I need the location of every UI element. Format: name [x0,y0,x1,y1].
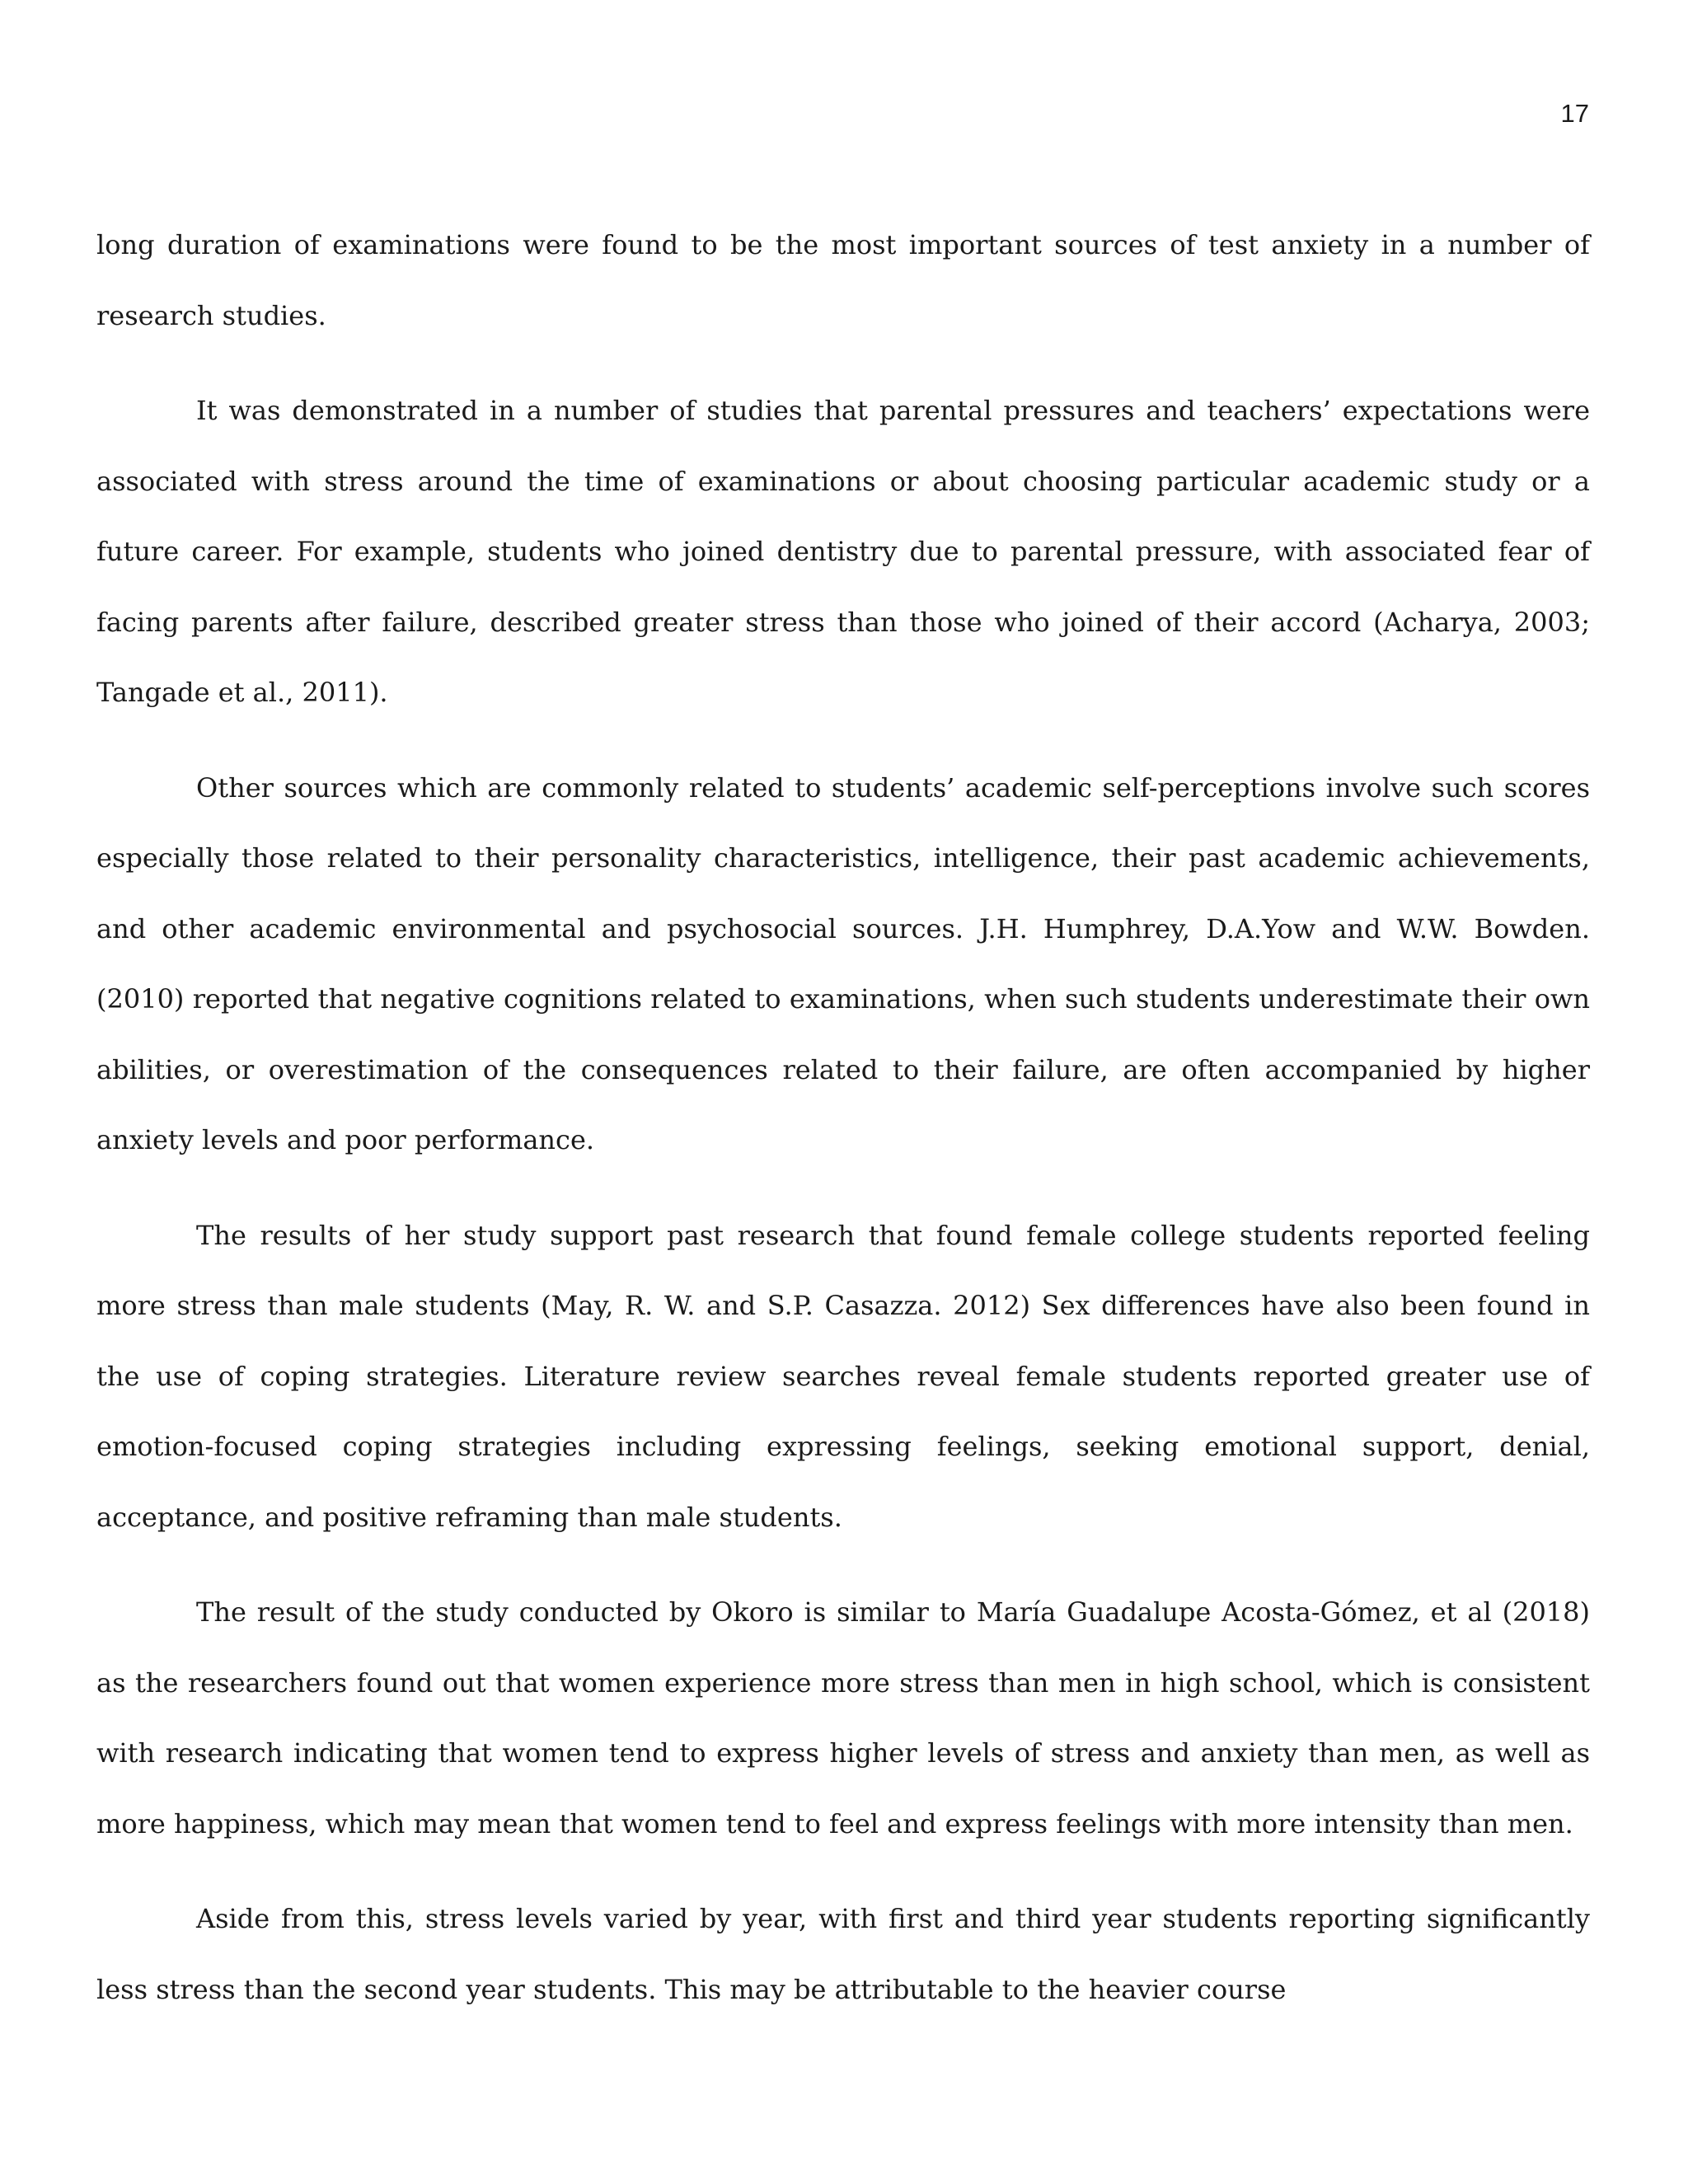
paragraph-year-levels: Aside from this, stress levels varied by year, with first and third year students reporting significantly less stress than the second year students. This may be attributable to the heavier course [96,1903,1590,2005]
paragraph-okoro-study: The result of the study conducted by Okoro is similar to María Guadalupe Acosta-Gómez, et al (2018) as the researchers found out that women experience more stress than men in high school, which is consistent with research indicating that women tend to express higher levels of stress and anxiety than men, as well as more happiness, which may mean that women tend to feel and express feelings with more intensity than men. [96,1596,1590,1840]
page-number: 17 [1560,99,1589,128]
paragraph-parental-pressures: It was demonstrated in a number of studies that parental pressures and teachers’ expectations were associated with stress around the time of examinations or about choosing particular academic study or a future career. For example, students who joined dentistry due to parental pressure, with associated fear of facing parents after failure, described greater stress than those who joined of their accord (Acharya, 2003; Tangade et al., 2011). [96,395,1590,708]
paragraph-continuation: long duration of examinations were found to be the most important sources of test anxiety in a number of research studies. [96,229,1590,331]
paragraph-self-perceptions: Other sources which are commonly related to students’ academic self-perceptions involve such scores especially those related to their personality characteristics, intelligence, their past academic achievements, and other academic environmental and psychosocial sources. J.H. Humphrey, D.A.Yow and W.W. Bowden. (2010) reported that negative cognitions related to examinations, when such students underestimate their own abilities, or overestimation of the consequences related to their failure, are often accompanied by higher anxiety levels and poor performance. [96,771,1590,1155]
body-text [96,210,1590,2050]
paragraph-sex-differences: The results of her study support past research that found female college students reported feeling more stress than male students (May, R. W. and S.P. Casazza. 2012) Sex differences have also been found in the use of coping strategies. Literature review searches reveal female students reported greater use of emotion-focused coping strategies including expressing feelings, seeking emotional support, denial, acceptance, and positive reframing than male students. [96,1219,1590,1533]
